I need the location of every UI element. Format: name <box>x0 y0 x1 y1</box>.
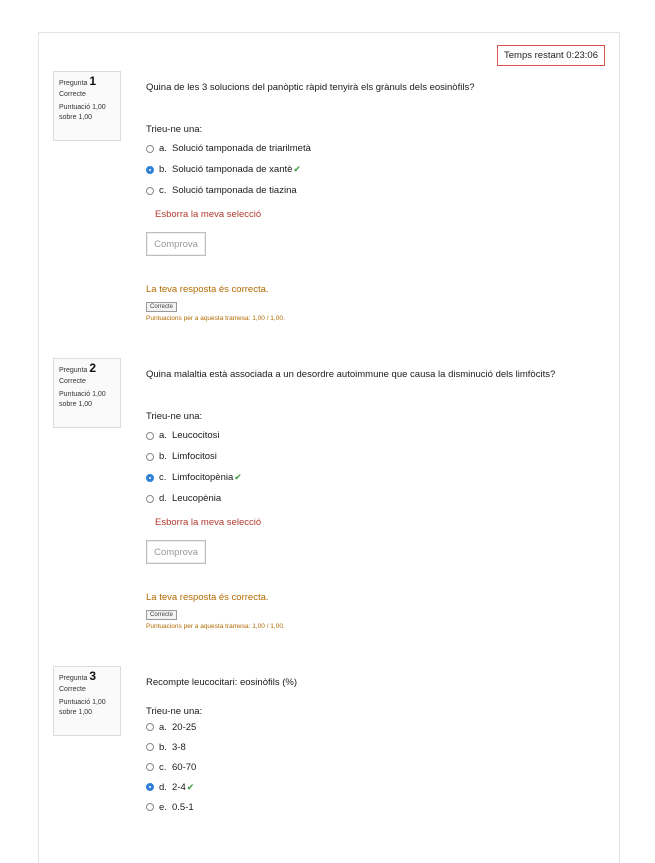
option-text: Solució tamponada de tiazina <box>172 185 297 196</box>
question-text: Recompte leucocitari: eosinòfils (%) <box>146 677 298 688</box>
clear-selection-link[interactable]: Esborra la meva selecció <box>155 209 262 220</box>
check-icon: ✔ <box>293 164 301 174</box>
option-letter: d. <box>159 493 167 504</box>
question-info <box>53 358 121 428</box>
answer-list <box>146 138 606 201</box>
question-state: Correcte <box>59 378 86 385</box>
answer-option-a[interactable] <box>146 717 606 737</box>
question-number <box>59 671 115 684</box>
option-text: Solució tamponada de triarilmetà <box>172 143 311 154</box>
radio-button[interactable] <box>146 432 154 440</box>
question-state: Correcte <box>59 686 86 693</box>
option-letter: b. <box>159 741 167 753</box>
answer-option-c[interactable] <box>146 180 606 201</box>
radio-button[interactable] <box>146 145 154 153</box>
radio-button-selected[interactable] <box>146 166 154 174</box>
question-grade: Puntuació 1,00 sobre 1,00 <box>59 391 106 408</box>
check-button[interactable]: Comprova <box>146 540 206 564</box>
radio-button[interactable] <box>146 803 154 811</box>
grade-badge: Correcte <box>146 610 177 620</box>
answer-prompt: Trieu-ne una: <box>146 124 203 135</box>
option-text: Limfocitosi <box>172 451 217 462</box>
question-number <box>59 363 115 376</box>
quiz-page <box>38 32 620 863</box>
radio-button[interactable] <box>146 495 154 503</box>
question-grade: Puntuació 1,00 sobre 1,00 <box>59 699 106 716</box>
option-letter: d. <box>159 781 167 793</box>
question-label: Pregunta <box>59 367 88 374</box>
answer-option-c[interactable] <box>146 757 606 777</box>
question-content <box>146 358 606 630</box>
radio-button[interactable] <box>146 743 154 751</box>
question-grade: Puntuació 1,00 sobre 1,00 <box>59 104 106 121</box>
answer-option-d[interactable] <box>146 777 606 797</box>
question-content <box>146 666 606 817</box>
option-letter: a. <box>159 430 167 441</box>
answer-option-c[interactable] <box>146 467 606 488</box>
submission-score: Puntuacions per a aquesta tramesa: 1,00 / 1,00. <box>146 623 285 630</box>
question-number-value: 1 <box>89 74 97 88</box>
answer-option-b[interactable] <box>146 737 606 757</box>
answer-option-e[interactable] <box>146 797 606 817</box>
option-text: Leucocitosi <box>172 430 220 441</box>
question-text: Quina de les 3 solucions del panòptic ràpid tenyirà els grànuls dels eosinòfils? <box>146 82 475 93</box>
answer-option-b[interactable] <box>146 446 606 467</box>
grade-badge: Correcte <box>146 302 177 312</box>
feedback-text: La teva resposta és correcta. <box>146 284 269 295</box>
feedback-text: La teva resposta és correcta. <box>146 592 269 603</box>
time-remaining: Temps restant 0:23:06 <box>497 45 605 66</box>
option-letter: a. <box>159 721 167 733</box>
option-letter: e. <box>159 801 167 813</box>
radio-button[interactable] <box>146 453 154 461</box>
option-text: 20-25 <box>172 721 197 733</box>
option-letter: c. <box>159 761 167 773</box>
radio-button[interactable] <box>146 763 154 771</box>
question-number-value: 3 <box>89 669 97 683</box>
option-text: Limfocitopènia <box>172 472 234 483</box>
answer-list <box>146 717 606 817</box>
question-state: Correcte <box>59 91 86 98</box>
option-letter: c. <box>159 185 167 196</box>
question-info <box>53 666 121 736</box>
answer-option-a[interactable] <box>146 138 606 159</box>
question-label: Pregunta <box>59 80 88 87</box>
option-text: 0.5-1 <box>172 801 194 813</box>
option-text: Leucopènia <box>172 493 222 504</box>
answer-option-a[interactable] <box>146 425 606 446</box>
option-text: 60-70 <box>172 761 197 773</box>
option-letter: b. <box>159 164 167 175</box>
question-text: Quina malaltia està associada a un desordre autoimmune que causa la disminució dels limfòcits? <box>146 369 556 380</box>
check-icon: ✔ <box>234 472 242 482</box>
question-number <box>59 76 115 89</box>
option-letter: a. <box>159 143 167 154</box>
clear-selection-link[interactable]: Esborra la meva selecció <box>155 517 262 528</box>
question-info <box>53 71 121 141</box>
check-icon: ✔ <box>186 781 195 792</box>
check-button[interactable]: Comprova <box>146 232 206 256</box>
question-label: Pregunta <box>59 675 88 682</box>
submission-score: Puntuacions per a aquesta tramesa: 1,00 / 1,00. <box>146 315 285 322</box>
radio-button-selected[interactable] <box>146 783 154 791</box>
answer-list <box>146 425 606 509</box>
question-number-value: 2 <box>89 361 97 375</box>
answer-prompt: Trieu-ne una: <box>146 706 203 717</box>
radio-button[interactable] <box>146 187 154 195</box>
question-content <box>146 71 606 322</box>
option-text: 2-4 <box>172 781 186 793</box>
radio-button[interactable] <box>146 723 154 731</box>
option-text: 3-8 <box>172 741 186 753</box>
answer-option-b[interactable] <box>146 159 606 180</box>
option-letter: b. <box>159 451 167 462</box>
answer-option-d[interactable] <box>146 488 606 509</box>
option-letter: c. <box>159 472 167 483</box>
answer-prompt: Trieu-ne una: <box>146 411 203 422</box>
option-text: Solució tamponada de xantè <box>172 164 293 175</box>
radio-button-selected[interactable] <box>146 474 154 482</box>
